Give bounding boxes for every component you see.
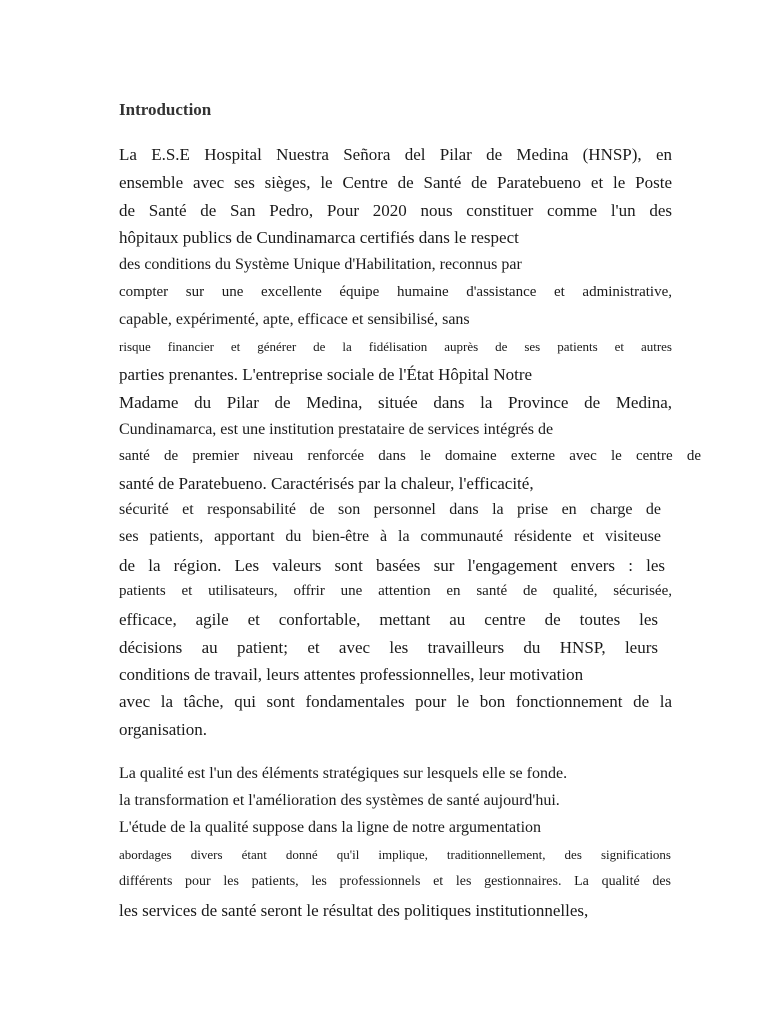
text-line: de Santé de San Pedro, Pour 2020 nous constituer comme l'un des [119, 201, 672, 220]
text-line: capable, expérimenté, apte, efficace et sensibilisé, sans [119, 311, 470, 328]
text-line: la transformation et l'amélioration des systèmes de santé aujourd'hui. [119, 792, 560, 809]
text-line: différents pour les patients, les professionnels et les gestionnaires. La qualité des [119, 874, 671, 889]
text-line: santé de premier niveau renforcée dans le domaine externe avec le centre de [119, 448, 701, 464]
text-line: sécurité et responsabilité de son personnel dans la prise en charge de [119, 501, 661, 518]
text-line: les services de santé seront le résultat des politiques institutionnelles, [119, 901, 589, 920]
text-line: Madame du Pilar de Medina, située dans la Province de Medina, [119, 393, 672, 412]
text-line: santé de Paratebueno. Caractérisés par la chaleur, l'efficacité, [119, 474, 534, 493]
text-line: décisions au patient; et avec les travailleurs du HNSP, leurs [119, 638, 658, 657]
text-line: parties prenantes. L'entreprise sociale de l'État Hôpital Notre [119, 365, 533, 384]
text-line: de la région. Les valeurs sont basées sur l'engagement envers : les [119, 556, 665, 575]
text-line: La qualité est l'un des éléments stratégiques sur lesquels elle se fonde. [119, 765, 568, 782]
text-line: hôpitaux publics de Cundinamarca certifiés dans le respect [119, 228, 519, 247]
text-line: risque financier et générer de la fidélisation auprès de ses patients et autres [119, 339, 672, 354]
text-line: conditions de travail, leurs attentes professionnelles, leur motivation [119, 665, 584, 684]
text-line: avec la tâche, qui sont fondamentales pour le bon fonctionnement de la [119, 692, 672, 711]
text-line: efficace, agile et confortable, mettant au centre de toutes les [119, 610, 658, 629]
text-line: compter sur une excellente équipe humaine d'assistance et administrative, [119, 284, 672, 300]
text-line: ses patients, apportant du bien-être à la communauté résidente et visiteuse [119, 528, 661, 545]
text-line: Cundinamarca, est une institution prestataire de services intégrés de [119, 421, 554, 438]
text-line: patients et utilisateurs, offrir une attention en santé de qualité, sécurisée, [119, 583, 672, 599]
text-line: abordages divers étant donné qu'il implique, traditionnellement, des significations [119, 847, 671, 862]
text-line: ensemble avec ses sièges, le Centre de Santé de Paratebueno et le Poste [119, 173, 672, 192]
text-line: L'étude de la qualité suppose dans la ligne de notre argumentation [119, 819, 542, 836]
section-heading: Introduction [119, 100, 212, 119]
text-line: des conditions du Système Unique d'Habilitation, reconnus par [119, 256, 522, 273]
text-line: organisation. [119, 720, 207, 739]
text-line: La E.S.E Hospital Nuestra Señora del Pilar de Medina (HNSP), en [119, 145, 672, 164]
